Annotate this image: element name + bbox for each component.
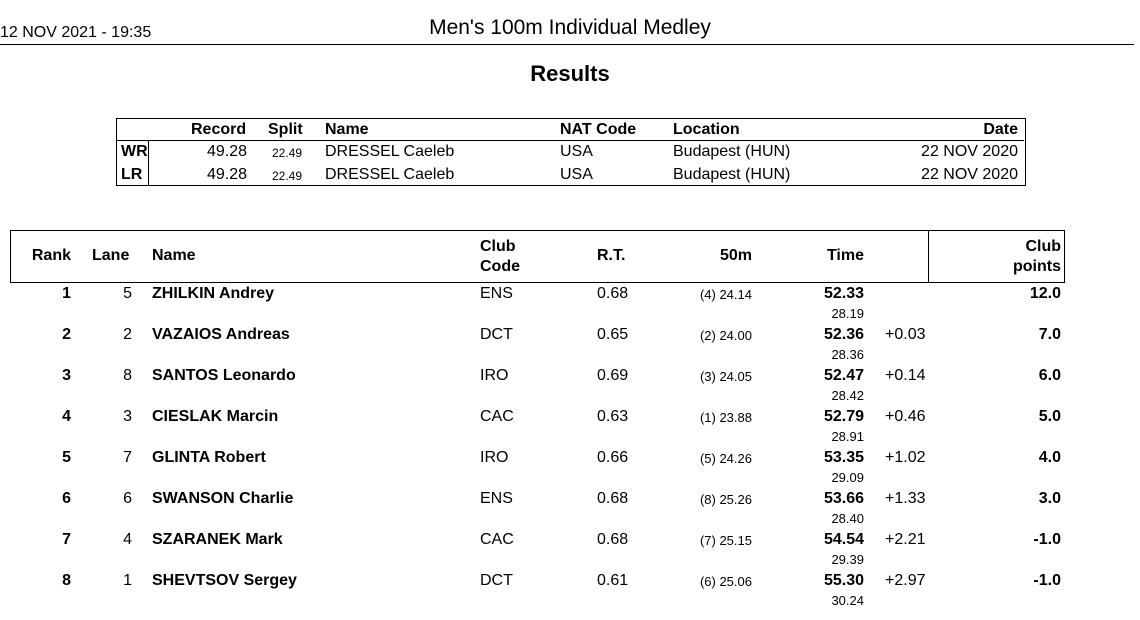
records-col-nat: NAT Code	[560, 121, 637, 138]
result-time-behind: +0.14	[885, 367, 926, 384]
result-time: 52.79	[823, 408, 864, 425]
result-split-second-50m: 28.91	[831, 429, 864, 444]
result-club: CAC	[480, 531, 514, 548]
result-time-behind: +0.46	[885, 408, 926, 425]
result-club: DCT	[480, 572, 513, 589]
results-heading: Results	[530, 61, 610, 86]
result-split-second-50m: 28.40	[831, 511, 864, 526]
result-club-points: 5.0	[1038, 408, 1061, 425]
result-name: SHEVTSOV Sergey	[152, 572, 297, 589]
record-date: 22 NOV 2020	[921, 143, 1018, 160]
record-nat: USA	[560, 143, 593, 160]
result-rank: 4	[62, 408, 71, 425]
result-lane: 6	[123, 490, 132, 507]
result-name: ZHILKIN Andrey	[152, 285, 275, 302]
record-type: LR	[121, 166, 143, 183]
result-rank: 8	[62, 572, 71, 589]
result-reaction-time: 0.68	[597, 531, 629, 548]
result-rank: 3	[62, 367, 71, 384]
result-split-second-50m: 28.36	[831, 347, 864, 362]
result-rank: 7	[62, 531, 71, 548]
result-club-points: -1.0	[1033, 531, 1061, 548]
result-lane: 3	[123, 408, 132, 425]
record-time: 49.28	[206, 166, 247, 183]
result-club: IRO	[480, 449, 509, 466]
result-name: VAZAIOS Andreas	[152, 326, 290, 343]
report-datetime: 12 NOV 2021 - 19:35	[0, 24, 152, 41]
result-split-50m: (5) 24.26	[699, 451, 752, 466]
result-split-second-50m: 28.42	[831, 388, 864, 403]
result-reaction-time: 0.68	[597, 285, 629, 302]
record-holder: DRESSEL Caeleb	[325, 143, 455, 160]
results-points-divider	[928, 230, 929, 282]
records-col-record: Record	[191, 121, 247, 138]
results-col-50m: 50m	[719, 247, 752, 264]
result-split-50m: (7) 25.15	[699, 533, 752, 548]
records-type-divider	[148, 140, 149, 185]
result-split-50m: (2) 24.00	[699, 328, 752, 343]
records-header-divider	[116, 140, 1024, 141]
results-col-points-line1: Club	[1025, 238, 1061, 255]
result-split-second-50m: 30.24	[831, 593, 864, 608]
results-col-points-line2: points	[1013, 258, 1061, 275]
result-time: 54.54	[823, 531, 864, 548]
record-date: 22 NOV 2020	[921, 166, 1018, 183]
header-divider	[0, 44, 1134, 45]
result-time: 52.33	[823, 285, 864, 302]
results-col-club-line2: Code	[480, 258, 520, 275]
result-split-50m: (4) 24.14	[699, 287, 752, 302]
results-col-lane: Lane	[92, 247, 130, 264]
result-club: ENS	[480, 490, 513, 507]
result-time: 52.36	[823, 326, 864, 343]
result-rank: 5	[62, 449, 71, 466]
result-reaction-time: 0.61	[597, 572, 629, 589]
result-reaction-time: 0.63	[597, 408, 629, 425]
record-holder: DRESSEL Caeleb	[325, 166, 455, 183]
results-col-name: Name	[152, 247, 196, 264]
result-name: SZARANEK Mark	[152, 531, 283, 548]
result-club: CAC	[480, 408, 514, 425]
result-rank: 6	[62, 490, 71, 507]
result-club-points: -1.0	[1033, 572, 1061, 589]
result-reaction-time: 0.69	[597, 367, 629, 384]
result-split-50m: (3) 24.05	[699, 369, 752, 384]
record-split: 22.49	[271, 169, 302, 183]
result-split-50m: (1) 23.88	[699, 410, 752, 425]
result-time: 53.66	[823, 490, 864, 507]
result-time-behind: +1.33	[885, 490, 926, 507]
records-col-location: Location	[673, 121, 740, 138]
record-split: 22.49	[271, 146, 302, 160]
result-time-behind: +0.03	[885, 326, 926, 343]
record-time: 49.28	[206, 143, 247, 160]
result-club: ENS	[480, 285, 513, 302]
record-location: Budapest (HUN)	[673, 143, 791, 160]
results-col-rt: R.T.	[597, 247, 626, 264]
result-club-points: 4.0	[1038, 449, 1061, 466]
result-lane: 1	[123, 572, 132, 589]
result-time: 53.35	[823, 449, 864, 466]
result-name: SWANSON Charlie	[152, 490, 294, 507]
result-club-points: 7.0	[1038, 326, 1061, 343]
result-split-50m: (6) 25.06	[699, 574, 752, 589]
result-lane: 2	[123, 326, 132, 343]
result-name: GLINTA Robert	[152, 449, 266, 466]
result-split-second-50m: 29.39	[831, 552, 864, 567]
result-time: 52.47	[823, 367, 864, 384]
result-reaction-time: 0.68	[597, 490, 629, 507]
result-rank: 1	[62, 285, 71, 302]
result-name: SANTOS Leonardo	[152, 367, 296, 384]
result-lane: 5	[123, 285, 132, 302]
result-reaction-time: 0.66	[597, 449, 629, 466]
result-split-50m: (8) 25.26	[699, 492, 752, 507]
result-club-points: 6.0	[1038, 367, 1061, 384]
records-col-date: Date	[983, 121, 1018, 138]
result-club: IRO	[480, 367, 509, 384]
result-rank: 2	[62, 326, 71, 343]
event-title: Men's 100m Individual Medley	[429, 16, 711, 39]
results-col-time: Time	[826, 247, 864, 264]
result-name: CIESLAK Marcin	[152, 408, 279, 425]
record-nat: USA	[560, 166, 593, 183]
results-col-rank: Rank	[31, 247, 71, 264]
result-reaction-time: 0.65	[597, 326, 629, 343]
result-club-points: 12.0	[1029, 285, 1061, 302]
result-time-behind: +2.21	[885, 531, 926, 548]
result-club: DCT	[480, 326, 513, 343]
result-lane: 8	[123, 367, 132, 384]
results-col-club-line1: Club	[480, 238, 516, 255]
result-split-second-50m: 28.19	[831, 306, 864, 321]
result-time-behind: +2.97	[885, 572, 926, 589]
result-lane: 4	[123, 531, 132, 548]
record-type: WR	[121, 143, 148, 160]
record-location: Budapest (HUN)	[673, 166, 791, 183]
result-club-points: 3.0	[1038, 490, 1061, 507]
result-lane: 7	[123, 449, 132, 466]
records-col-split: Split	[268, 121, 303, 138]
result-split-second-50m: 29.09	[831, 470, 864, 485]
result-time: 55.30	[823, 572, 864, 589]
result-time-behind: +1.02	[885, 449, 926, 466]
records-col-name: Name	[325, 121, 369, 138]
